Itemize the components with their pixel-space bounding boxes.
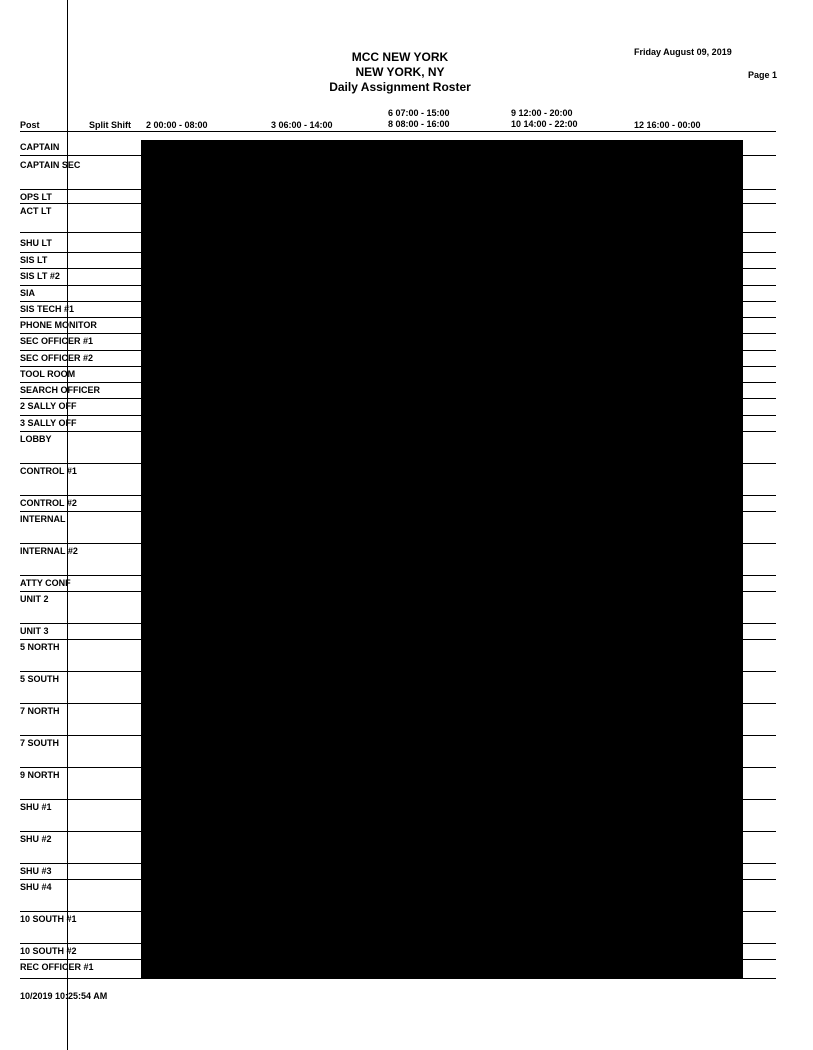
row-rule-right [743, 671, 776, 672]
column-post: Post [20, 120, 40, 130]
row-rule-right [743, 575, 776, 576]
row-rule [20, 879, 141, 880]
post-label: ATTY CONF [20, 578, 71, 588]
row-rule-right [743, 511, 776, 512]
row-rule [20, 463, 141, 464]
redacted-assignments [141, 140, 743, 979]
row-rule [20, 252, 141, 253]
facility-name: MCC NEW YORK [351, 50, 449, 64]
row-rule-right [743, 415, 776, 416]
post-label: 5 SOUTH [20, 674, 60, 684]
row-rule-right [743, 978, 776, 979]
post-label: 5 NORTH [20, 642, 60, 652]
row-rule-right [743, 333, 776, 334]
post-label: 7 SOUTH [20, 738, 60, 748]
column-split-shift: Split Shift [89, 120, 131, 130]
post-label: REC OFFICER #1 [20, 962, 94, 972]
post-label: 7 NORTH [20, 706, 60, 716]
row-rule-right [743, 382, 776, 383]
post-label: CAPTAIN [20, 142, 60, 152]
post-label: OPS LT [20, 192, 52, 202]
row-rule-right [743, 350, 776, 351]
row-rule [20, 366, 141, 367]
row-rule [20, 591, 141, 592]
post-label: SHU #3 [20, 866, 52, 876]
row-rule [20, 398, 141, 399]
row-rule [20, 735, 141, 736]
post-label: CONTROL #1 [20, 466, 77, 476]
row-rule [20, 911, 141, 912]
row-rule-right [743, 703, 776, 704]
row-rule-right [743, 591, 776, 592]
row-rule [20, 350, 141, 351]
post-label: 3 SALLY OFF [20, 418, 77, 428]
row-rule-right [743, 959, 776, 960]
row-rule [20, 232, 141, 233]
column-shift-6: 6 07:00 - 15:00 [388, 108, 450, 118]
post-label: SEC OFFICER #1 [20, 336, 94, 346]
row-rule-right [743, 735, 776, 736]
post-label: CONTROL #2 [20, 498, 77, 508]
row-rule-right [743, 767, 776, 768]
row-rule [20, 831, 141, 832]
row-rule-right [743, 639, 776, 640]
row-rule [20, 543, 141, 544]
post-label: 2 SALLY OFF [20, 401, 77, 411]
row-rule-right [743, 366, 776, 367]
column-shift-10: 10 14:00 - 22:00 [511, 119, 578, 129]
row-rule-right [743, 623, 776, 624]
facility-location: NEW YORK, NY [355, 65, 445, 79]
row-rule [20, 317, 141, 318]
post-label: 10 SOUTH #1 [20, 914, 77, 924]
row-rule [20, 333, 141, 334]
post-label: UNIT 2 [20, 594, 49, 604]
row-rule [20, 189, 141, 190]
print-timestamp: 10/2019 10:25:54 AM [20, 991, 108, 1001]
post-label: 10 SOUTH #2 [20, 946, 77, 956]
roster-title: Daily Assignment Roster [329, 80, 471, 94]
row-rule-right [743, 232, 776, 233]
row-rule [20, 799, 141, 800]
row-rule-right [743, 285, 776, 286]
header-rule [20, 131, 776, 132]
post-label: ACT LT [20, 206, 52, 216]
post-label: SEARCH OFFICER [20, 385, 101, 395]
row-rule [20, 703, 141, 704]
row-rule [20, 155, 141, 156]
row-rule-right [743, 317, 776, 318]
row-rule [20, 639, 141, 640]
post-label: UNIT 3 [20, 626, 49, 636]
row-rule-right [743, 155, 776, 156]
row-rule [20, 268, 141, 269]
row-rule [20, 431, 141, 432]
row-rule [20, 767, 141, 768]
post-label: SHU #1 [20, 802, 52, 812]
row-rule-right [743, 301, 776, 302]
row-rule-right [743, 879, 776, 880]
row-rule [20, 301, 141, 302]
row-rule [20, 959, 141, 960]
row-rule [20, 285, 141, 286]
post-label: SHU #4 [20, 882, 52, 892]
row-rule-right [743, 831, 776, 832]
row-rule-right [743, 398, 776, 399]
post-label: CAPTAIN SEC [20, 160, 81, 170]
post-label: SIS LT [20, 255, 48, 265]
row-rule [20, 671, 141, 672]
post-label: INTERNAL [20, 514, 66, 524]
post-label: LOBBY [20, 434, 52, 444]
roster-date: Friday August 09, 2019 [634, 47, 732, 57]
row-rule-right [743, 911, 776, 912]
post-label: SHU LT [20, 238, 52, 248]
row-rule [20, 575, 141, 576]
row-rule-right [743, 543, 776, 544]
row-rule [20, 943, 141, 944]
row-rule [20, 978, 141, 979]
column-shift-3: 3 06:00 - 14:00 [271, 120, 333, 130]
post-label: 9 NORTH [20, 770, 60, 780]
row-rule-right [743, 495, 776, 496]
row-rule-right [743, 268, 776, 269]
post-label: SIS TECH #1 [20, 304, 75, 314]
post-label: SIA [20, 288, 36, 298]
column-shift-8: 8 08:00 - 16:00 [388, 119, 450, 129]
row-rule [20, 203, 141, 204]
row-rule [20, 623, 141, 624]
row-rule-right [743, 943, 776, 944]
row-rule [20, 863, 141, 864]
row-rule-right [743, 189, 776, 190]
column-divider [67, 0, 68, 1050]
row-rule-right [743, 431, 776, 432]
post-label: TOOL ROOM [20, 369, 76, 379]
row-rule-right [743, 252, 776, 253]
column-shift-9: 9 12:00 - 20:00 [511, 108, 573, 118]
row-rule [20, 415, 141, 416]
post-label: INTERNAL #2 [20, 546, 78, 556]
row-rule [20, 495, 141, 496]
row-rule [20, 511, 141, 512]
row-rule-right [743, 203, 776, 204]
row-rule-right [743, 863, 776, 864]
row-rule-right [743, 463, 776, 464]
page-number: Page 1 [748, 70, 778, 80]
post-label: SHU #2 [20, 834, 52, 844]
post-label: PHONE MONITOR [20, 320, 97, 330]
post-label: SIS LT #2 [20, 271, 60, 281]
row-rule-right [743, 799, 776, 800]
row-rule [20, 382, 141, 383]
column-shift-12: 12 16:00 - 00:00 [634, 120, 701, 130]
column-shift-2: 2 00:00 - 08:00 [146, 120, 208, 130]
post-label: SEC OFFICER #2 [20, 353, 94, 363]
